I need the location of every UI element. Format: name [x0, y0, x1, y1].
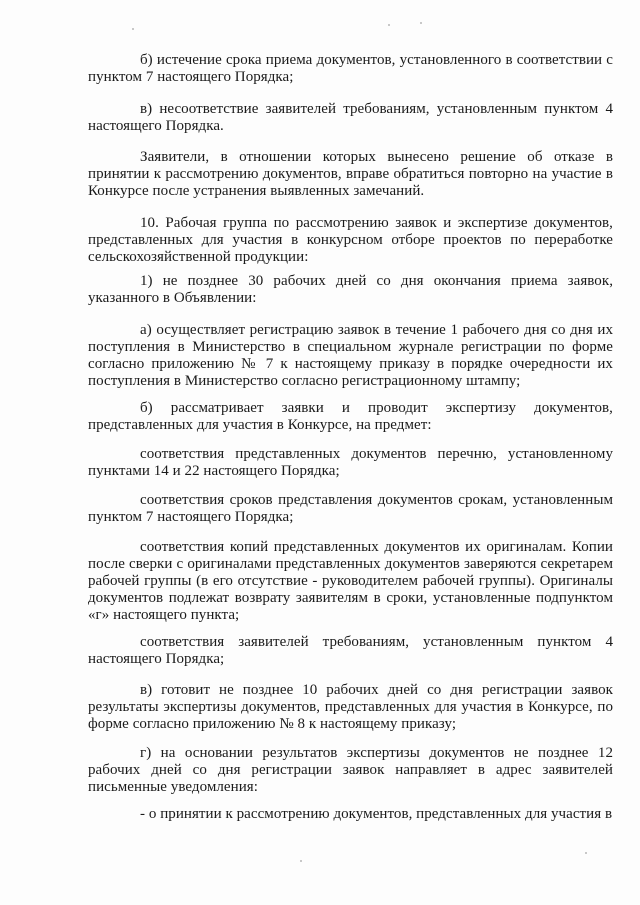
paragraph-v-results: в) готовит не позднее 10 рабочих дней со дня регистрации заявок результаты экспертизы документов, представленных для участия в Конкурсе, по форме согласно приложению № 8 к настоящему приказу; — [88, 682, 613, 732]
paragraph-v-noncompliance: в) несоответствие заявителей требованиям, установленным пунктом 4 настоящего Порядка. — [88, 101, 613, 134]
paragraph-applicants-resubmit: Заявители, в отношении которых вынесено решение об отказе в принятии к рассмотрению документов, вправе обратиться повторно на участие в Конкурсе после устранения выявленных замечаний. — [88, 149, 613, 199]
scan-speck — [388, 24, 390, 26]
paragraph-b-deadline: б) истечение срока приема документов, установленного в соответствии с пунктом 7 настоящего Порядка; — [88, 52, 613, 85]
paragraph-g-notifications: г) на основании результатов экспертизы документов не позднее 12 рабочих дней со дня регистрации заявок направляет в адрес заявителей письменные уведомления: — [88, 745, 613, 795]
scan-speck — [585, 852, 587, 854]
paragraph-copies-originals: соответствия копий представленных документов их оригиналам. Копии после сверки с оригиналами представленных документов заверяются секретарем рабочей группы (в его отсутствие - руководителем рабочей группы). Оригиналы документов подлежат возврату заявителям в сроки, установленные подпунктом «г» настоящего пункта; — [88, 539, 613, 623]
paragraph-1-deadline: 1) не позднее 30 рабочих дней со дня окончания приема заявок, указанного в Объявлении: — [88, 273, 613, 306]
scan-speck — [132, 28, 134, 30]
paragraph-b-review: б) рассматривает заявки и проводит экспертизу документов, представленных для участия в Конкурсе, на предмет: — [88, 400, 613, 433]
paragraph-acceptance-item: - о принятии к рассмотрению документов, представленных для участия в — [140, 806, 613, 822]
paragraph-a-registration: а) осуществляет регистрацию заявок в течение 1 рабочего дня со дня их поступления в Министерство в специальном журнале регистрации по форме согласно приложению № 7 к настоящему приказу в порядке очередности их поступления в Министерство согласно регистрационному штампу; — [88, 322, 613, 389]
paragraph-documents-list: соответствия представленных документов перечню, установленному пунктами 14 и 22 настоящего Порядка; — [88, 446, 613, 479]
scan-speck — [420, 22, 422, 24]
paragraph-applicants-requirements: соответствия заявителей требованиям, установленным пунктом 4 настоящего Порядка; — [88, 634, 613, 667]
scan-speck — [300, 860, 302, 862]
paragraph-10-working-group: 10. Рабочая группа по рассмотрению заявок и экспертизе документов, представленных для участия в конкурсном отборе проектов по переработке сельскохозяйственной продукции: — [88, 215, 613, 265]
paragraph-documents-terms: соответствия сроков представления документов срокам, установленным пунктом 7 настоящего Порядка; — [88, 492, 613, 525]
